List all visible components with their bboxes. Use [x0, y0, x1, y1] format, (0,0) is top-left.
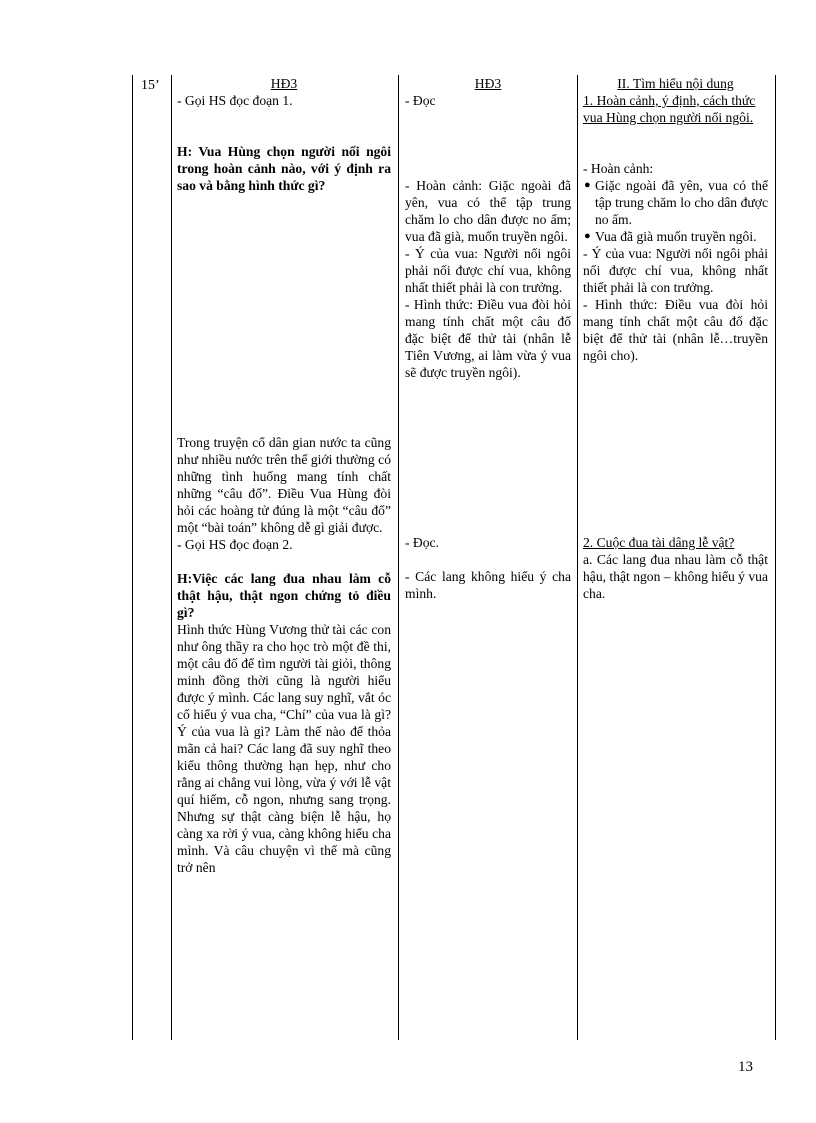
intent-text: - Ý của vua: Người nối ngôi phải nối được chí vua, không nhất thiết phải là con trưởng. [583, 246, 768, 295]
teacher-explanation-2: Hình thức Hùng Vương thử tài các con như ông thầy ra cho học trò một đề thi, một câu đố để tìm người tài giỏi, thông minh đồng thời cũng là người hiểu được ý mình. Các lang suy nghĩ, vắt óc cố hiểu ý vua cha, “Chí” của vua là gì? Ý của vua là gì? Làm thế nào để thỏa mãn cả hai? Các lang đã suy nghĩ theo kiểu thông thường hạn hẹp, như cho rằng ai chẳng vui lòng, vừa ý với lễ vật quí hiếm, cỗ ngon, nhưng sang trọng. Nhưng sự thật càng biện lễ hậu, họ càng xa rời ý vua, càng không hiểu cha mình. Và câu chuyện vì thế mà cũng trở nên [177, 622, 391, 875]
teacher-header: HĐ3 [270, 76, 298, 91]
content-column [583, 75, 768, 602]
teacher-activity-column [177, 75, 391, 876]
student-read-2: - Đọc. [405, 535, 439, 550]
student-activity-column [405, 75, 571, 602]
student-answer-intent: - Ý của vua: Người nối ngôi phải nối được chí vua, không nhất thiết phải là con trưởng. [405, 246, 571, 295]
student-answer-2: - Các lang không hiểu ý cha mình. [405, 569, 571, 601]
bullet-icon: ● [584, 230, 591, 242]
time-cell: 15’ [141, 78, 160, 93]
column-divider [171, 75, 172, 1040]
teacher-read-instruction-1: - Gọi HS đọc đoạn 1. [177, 93, 293, 108]
student-answer-form: - Hình thức: Điều vua đòi hỏi mang tính chất một câu đố đặc biệt để thử tài (nhân lễ Tiên Vương, ai làm vừa ý vua sẽ được truyền ngôi). [405, 297, 571, 380]
question-2: H:Việc các lang đua nhau làm cỗ thật hậu, thật ngon chứng tỏ điều gì? [177, 571, 391, 620]
question-1: H: Vua Hùng chọn người nối ngôi trong hoàn cảnh nào, với ý định ra sao và bằng hình thức gì? [177, 144, 391, 193]
section-1-title: 1. Hoàn cảnh, ý định, cách thức vua Hùng chọn người nối ngôi. [583, 93, 756, 125]
section-2a-text: a. Các lang đua nhau làm cỗ thật hậu, thật ngon – không hiểu ý vua cha. [583, 552, 768, 601]
student-read-1: - Đọc [405, 93, 436, 108]
bullet-icon: ● [584, 179, 591, 191]
content-header: II. Tìm hiểu nội dung [617, 76, 734, 91]
form-text: - Hình thức: Điều vua đòi hỏi mang tính chất một câu đố đặc biệt để thử tài (nhân lễ…truyền ngôi cho). [583, 297, 768, 363]
column-divider [398, 75, 399, 1040]
student-header: HĐ3 [474, 76, 502, 91]
context-bullet-2: ● Vua đã già muốn truyền ngôi. [584, 229, 757, 244]
teacher-read-instruction-2: - Gọi HS đọc đoạn 2. [177, 537, 293, 552]
section-2-title: 2. Cuộc đua tài dâng lễ vật? [583, 535, 735, 550]
context-bullet-1: ● Giặc ngoài đã yên, vua có thể tập trung chăm lo cho dân được no ấm. [584, 178, 768, 227]
lesson-table [132, 75, 776, 1040]
teacher-explanation-1: Trong truyện cổ dân gian nước ta cũng như nhiều nước trên thế giới thường có những tình huống mang tính chất những “câu đố”. Điều Vua Hùng đòi hỏi các hoàng tử đúng là một “câu đố” một “bài toán” không dễ gì giải được. [177, 435, 391, 535]
student-answer-context: - Hoàn cảnh: Giặc ngoài đã yên, vua có thể tập trung chăm lo cho dân được no ấm; vua đã già, muốn truyền ngôi. [405, 178, 571, 244]
page-number: 13 [738, 1059, 753, 1075]
column-divider [577, 75, 578, 1040]
context-label: - Hoàn cảnh: [583, 161, 654, 176]
